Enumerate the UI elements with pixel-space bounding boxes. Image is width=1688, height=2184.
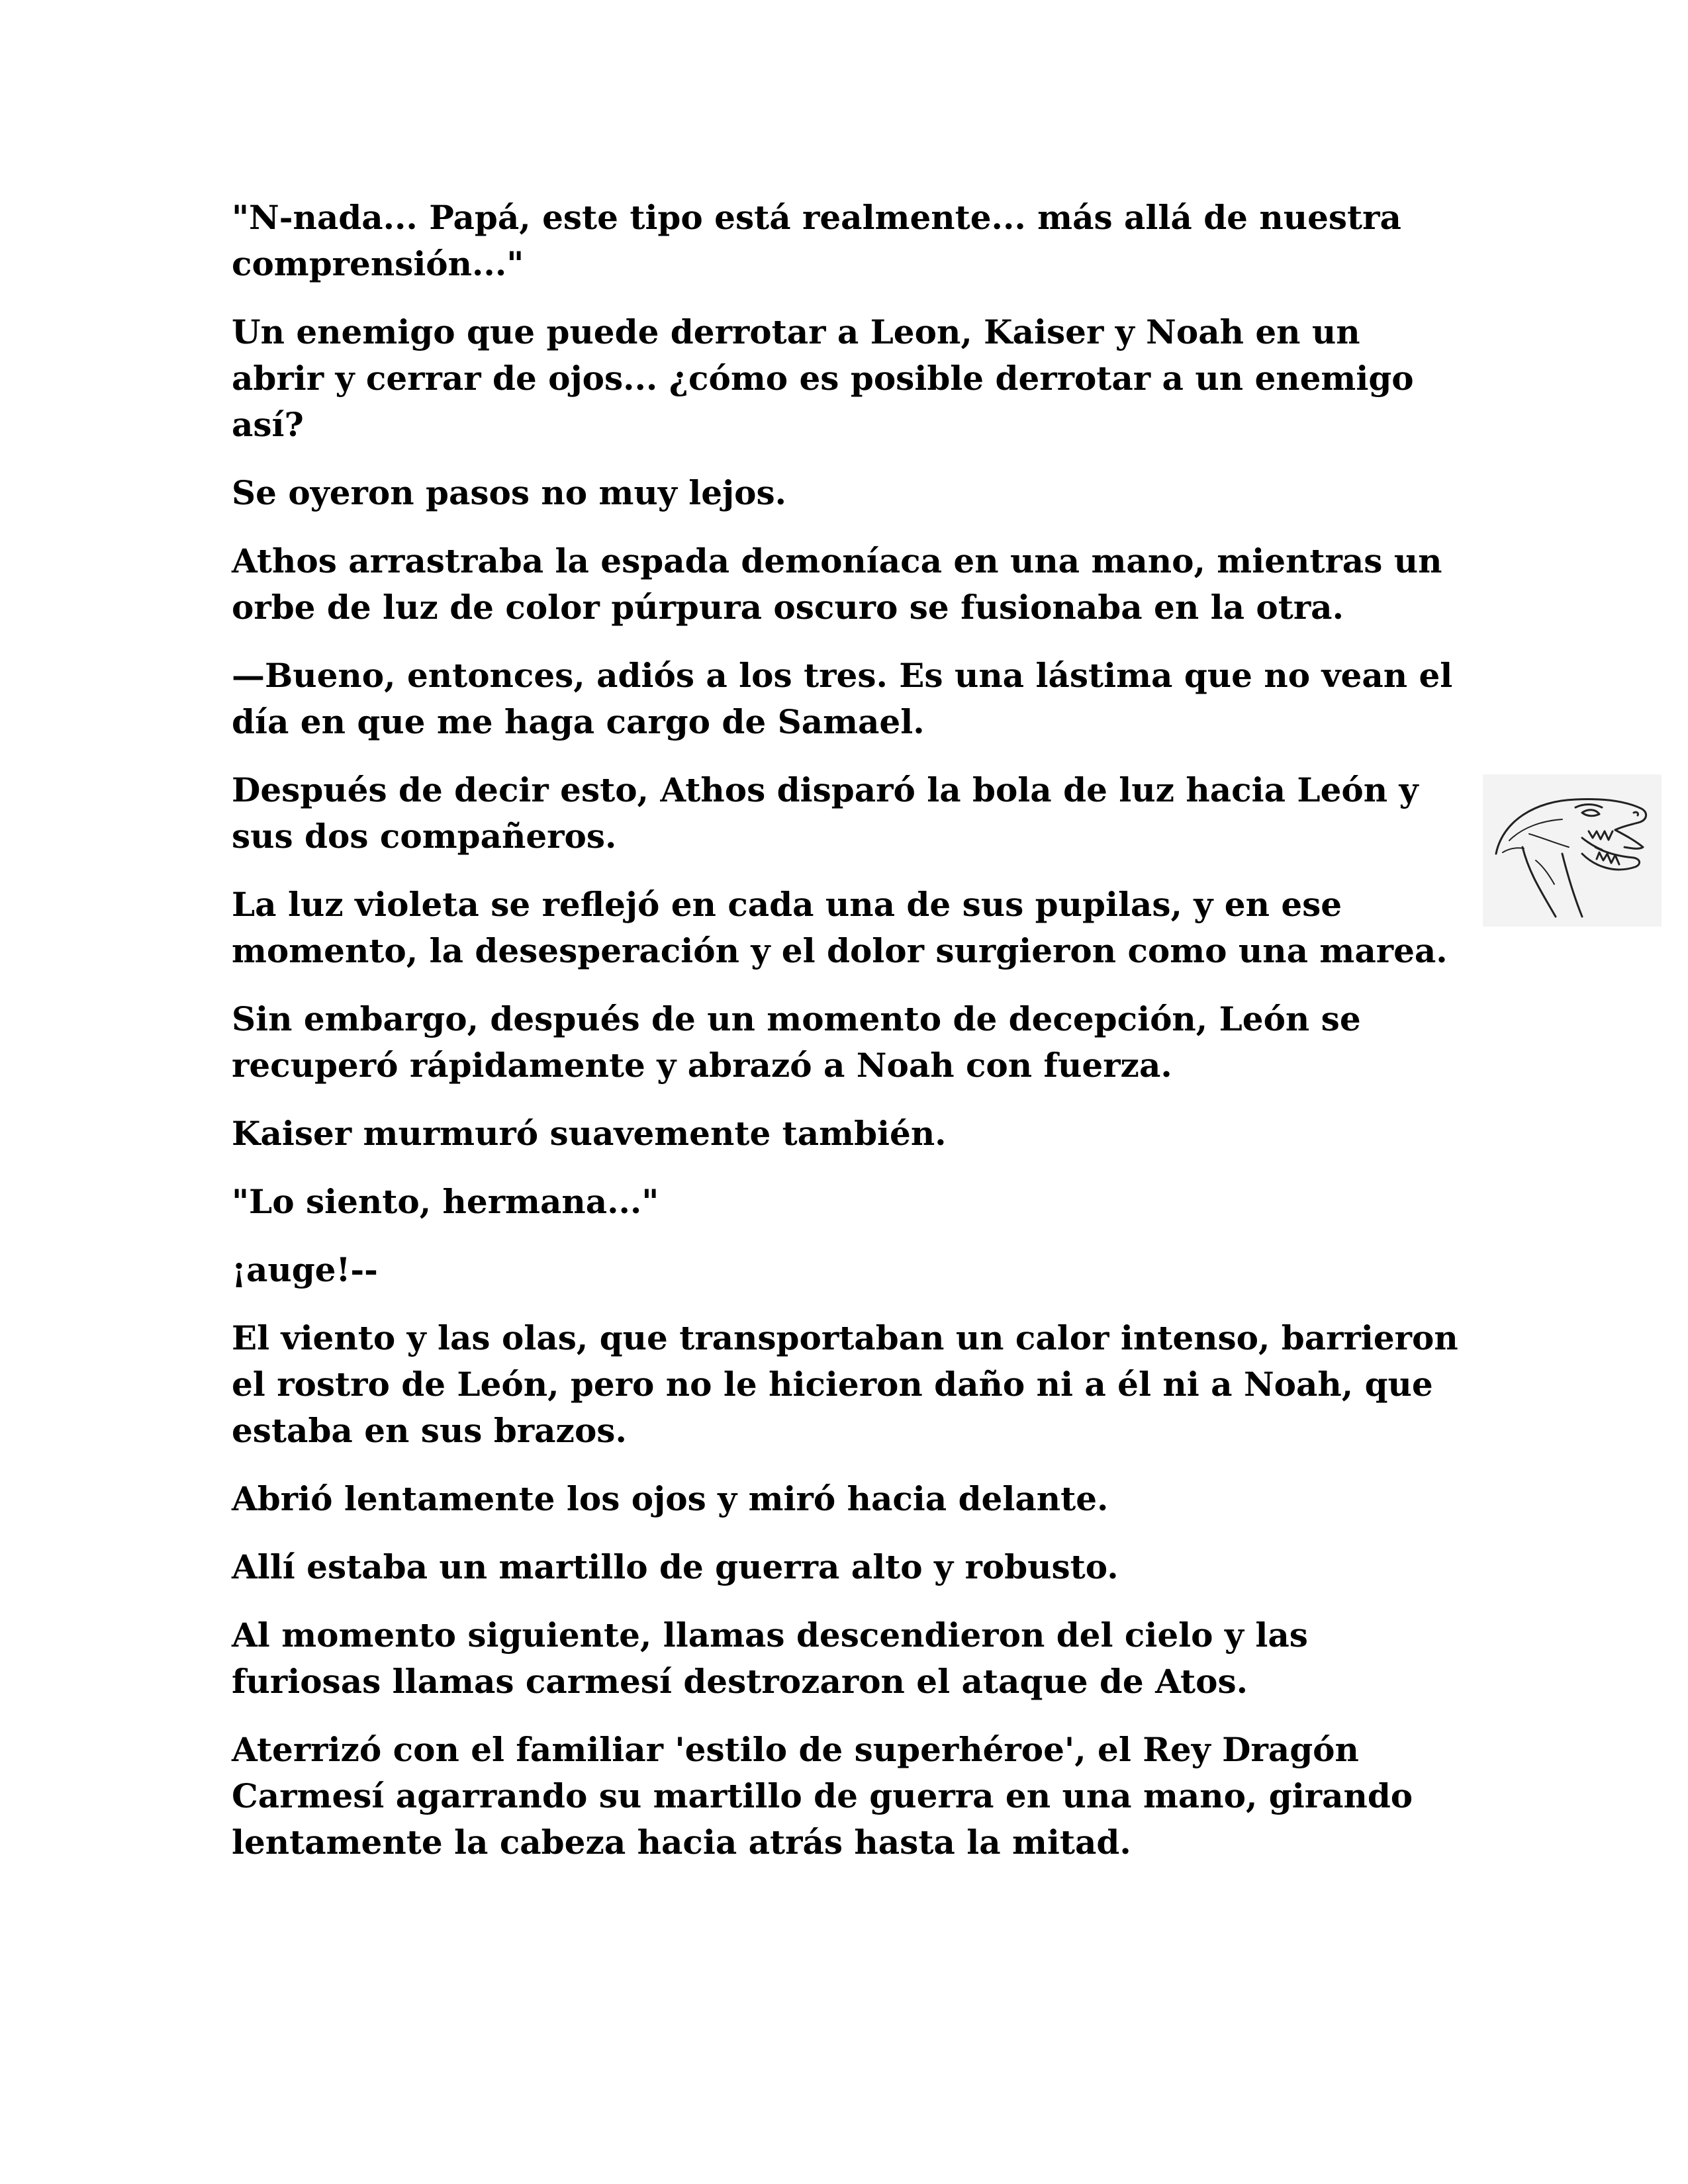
paragraph: Al momento siguiente, llamas descendieron del cielo y las furiosas llamas carmesí destrozaron el ataque de Atos. (232, 1615, 1308, 1701)
dinosaur-head-sketch-icon (1483, 774, 1662, 927)
paragraph: Abrió lentamente los ojos y miró hacia delante. (232, 1479, 1109, 1518)
paragraph: "N-nada... Papá, este tipo está realmente... más allá de nuestra comprensión..." (232, 198, 1401, 283)
paragraph: Después de decir esto, Athos disparó la bola de luz hacia León y sus dos compañeros. (232, 770, 1419, 856)
paragraph: "Lo siento, hermana..." (232, 1182, 659, 1221)
paragraph: ¡auge!-- (232, 1250, 378, 1289)
paragraph: Aterrizó con el familiar 'estilo de superhéroe', el Rey Dragón Carmesí agarrando su martillo de guerra en una mano, girando lentamente la cabeza hacia atrás hasta la mitad. (232, 1730, 1413, 1862)
paragraph: —Bueno, entonces, adiós a los tres. Es una lástima que no vean el día en que me haga cargo de Samael. (232, 656, 1453, 741)
paragraph: Se oyeron pasos no muy lejos. (232, 473, 787, 512)
paragraph: Un enemigo que puede derrotar a Leon, Kaiser y Noah en un abrir y cerrar de ojos... ¿cómo es posible derrotar a un enemigo así? (232, 312, 1414, 444)
document-body (232, 195, 1463, 1888)
paragraph: Kaiser murmuró suavemente también. (232, 1114, 947, 1153)
paragraph: El viento y las olas, que transportaban un calor intenso, barrieron el rostro de León, pero no le hicieron daño ni a él ni a Noah, que estaba en sus brazos. (232, 1318, 1458, 1450)
paragraph: Athos arrastraba la espada demoníaca en una mano, mientras un orbe de luz de color púrpura oscuro se fusionaba en la otra. (232, 541, 1442, 627)
paragraph: Sin embargo, después de un momento de decepción, León se recuperó rápidamente y abrazó a Noah con fuerza. (232, 999, 1361, 1085)
paragraph: La luz violeta se reflejó en cada una de sus pupilas, y en ese momento, la desesperación y el dolor surgieron como una marea. (232, 885, 1448, 970)
paragraph: Allí estaba un martillo de guerra alto y robusto. (232, 1547, 1119, 1586)
